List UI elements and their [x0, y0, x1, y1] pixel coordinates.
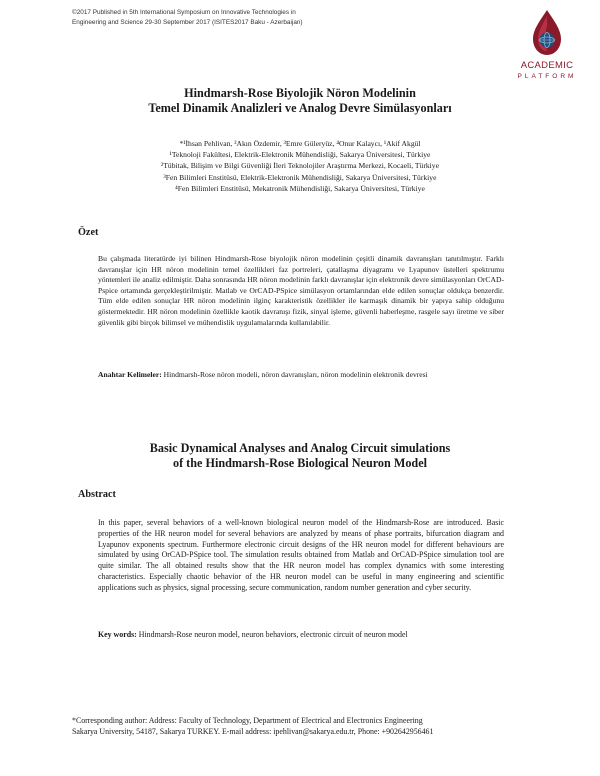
- title-english-line-1: Basic Dynamical Analyses and Analog Circuit simulations: [149, 441, 451, 455]
- footer-line-2: Sakarya University, 54187, Sakarya TURKEY. E-mail address: ipehlivan@sakarya.edu.tr, Phone: +902642956461: [72, 727, 434, 736]
- footer-line-1: *Corresponding author: Address: Faculty of Technology, Department of Electrical and Electronics Engineering: [72, 716, 423, 725]
- turkish-keywords-text: Hindmarsh-Rose nöron modeli, nöron davranışları, nöron modelinin elektronik devresi: [163, 370, 428, 379]
- abstract-heading: Abstract: [78, 489, 116, 500]
- abstract-text: In this paper, several behaviors of a well-known biological neuron model of the Hindmarsh-Rose are introduced. Basic properties of the HR neuron model for several behaviors are analyzed by means of phase portraits, bifurcation diagram and Lyapunov exponents spectrum. Furthermore electronic circuit designs of the HR neuron model for different behaviours are simulated by using OrCAD-PSpice tool. The simulation results obtained from Matlab and OrCAD-PSpice simulation tool are quite similar. The all obtained results show that the HR neuron model has complex dynamics with some interesting characteristics. Especially chaotic behavior of the HR neuron model can be useful in many engineering and scientific applications such as physics, signal processing, secure communication, random number generation and cyber security.: [98, 518, 504, 592]
- author-names: *¹İhsan Pehlivan, ²Akın Özdemir, ³Emre Güleryüz, ⁴Onur Kalaycı, ¹Akif Akgül: [179, 139, 421, 148]
- title-english-line-2: of the Hindmarsh-Rose Biological Neuron Model: [172, 456, 427, 470]
- affiliation-3: ³Fen Bilimleri Enstitüsü, Elektrik-Elektronik Mühendisliği, Sakarya Üniversitesi, Türkiye: [163, 172, 437, 182]
- turkish-keywords-label: Anahtar Kelimeler:: [98, 370, 162, 379]
- authors-block: [60, 138, 540, 194]
- affiliation-4: ⁴Fen Bilimleri Enstitüsü, Mekatronik Mühendisliği, Sakarya Üniversitesi, Türkiye: [175, 183, 425, 193]
- english-keywords-text: Hindmarsh-Rose neuron model, neuron behaviors, electronic circuit of neuron model: [138, 630, 408, 639]
- publication-note-line-1: ©2017 Published in 5th International Symposium on Innovative Technologies in: [72, 9, 296, 16]
- english-keywords-label: Key words:: [98, 630, 137, 639]
- title-turkish: [60, 86, 540, 116]
- academic-platform-logo: [502, 8, 592, 92]
- affiliation-1: ¹Teknoloji Fakültesi, Elektrik-Elektronik Mühendisliği, Sakarya Üniversitesi, Türkiye: [169, 150, 431, 160]
- affiliation-2: ²Tübitak, Bilişim ve Bilgi Güvenliği İleri Teknolojiler Araştırma Merkezi, Kocaeli, Türkiye: [161, 161, 439, 171]
- corresponding-author-footer: [72, 715, 528, 737]
- logo-emblem-icon: [524, 8, 570, 58]
- english-keywords: [98, 630, 504, 641]
- publication-note-line-2: Engineering and Science 29-30 September 2017 (ISITES2017 Baku - Azerbaijan): [72, 19, 303, 26]
- logo-word-platform: PLATFORM: [517, 73, 577, 80]
- turkish-keywords: [98, 370, 504, 381]
- ozet-text: Bu çalışmada literatürde iyi bilinen Hindmarsh-Rose biyolojik nöron modelinin çeşitli dinamik davranışları tanıtılmıştır. Farklı davranışlar için HR nöron modelinin temel özellikleri faz portreleri, çatallaşma diyagramı ve Lyapunov üstelleri spektrumu yöntemleri ile analiz edilmiştir. Daha sonrasında HR nöron modelinin farklı davranışlar için elektronik devre simülasyonları OrCAD-Pspice ortamında gerçekleştirilmiştir. Matlab ve OrCAD-PSpice simülasyon ortamlarından elde edilen sonuçlar oldukça benzerdir. Tüm elde edilen sonuçlar HR nöron modelinin ilginç karakteristik özellikler ile karmaşık dinamik bir yapıya sahip olduğunu göstermektedir. HR nöron modelinin özellikle kaotik davranışı fizik, sinyal işleme, güvenli haberleşme, rasgele sayı üretme ve siber güvenlik gibi birçok bilimsel ve mühendislik uygulamalarında kullanılabilir.: [98, 254, 504, 327]
- title-turkish-line-1: Hindmarsh-Rose Biyolojik Nöron Modelinin: [184, 86, 416, 100]
- publication-note: [72, 8, 402, 28]
- title-turkish-line-2: Temel Dinamik Analizleri ve Analog Devre Simülasyonları: [148, 101, 452, 115]
- ozet-heading: Özet: [78, 227, 99, 238]
- title-english: [60, 441, 540, 471]
- logo-word-academic: ACADEMIC: [520, 60, 574, 71]
